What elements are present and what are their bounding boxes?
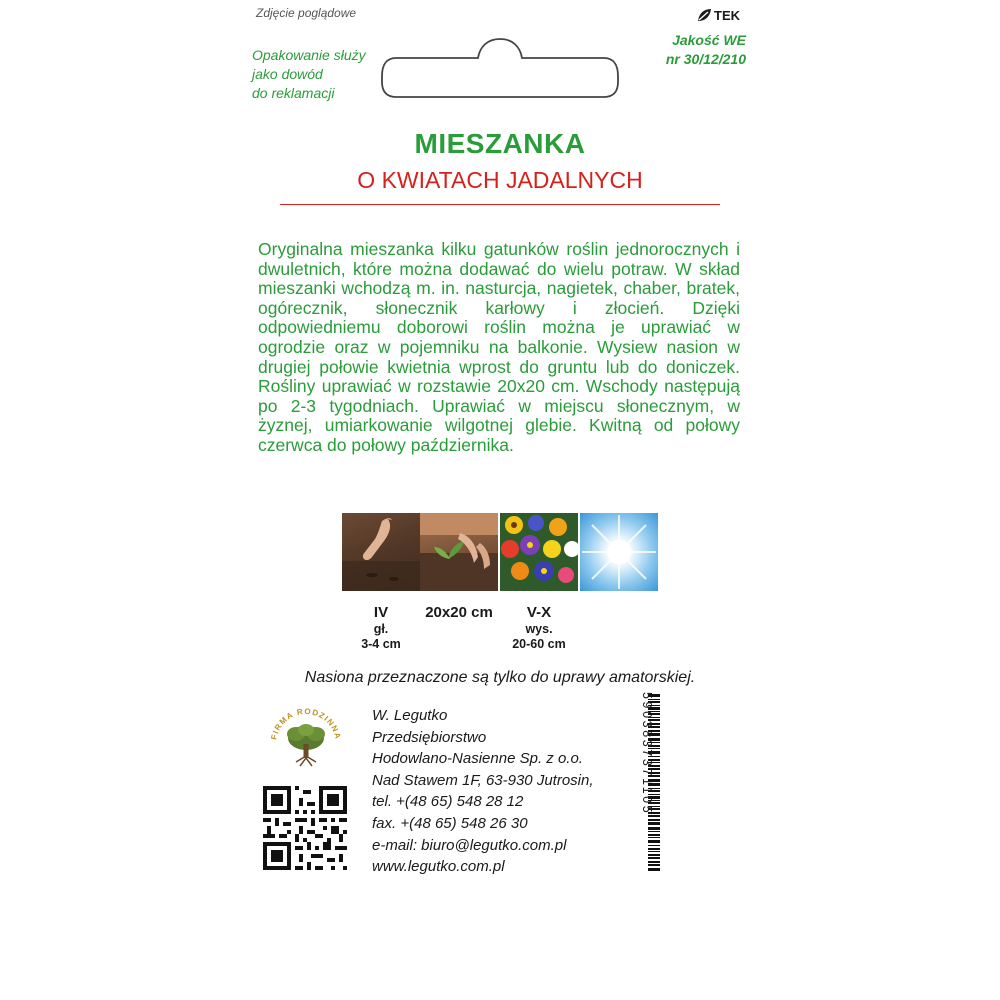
complaint-line: Opakowanie służy bbox=[252, 47, 366, 63]
company-fax: fax. +(48 65) 548 26 30 bbox=[372, 814, 528, 832]
family-firm-logo bbox=[266, 700, 346, 772]
company-address: Nad Stawem 1F, 63-930 Jutrosin, bbox=[372, 771, 594, 789]
company-website: www.legutko.com.pl bbox=[372, 858, 505, 876]
title-divider bbox=[280, 204, 720, 205]
complaint-line: jako dowód bbox=[252, 66, 323, 82]
qr-code bbox=[263, 786, 347, 870]
complaint-note bbox=[252, 46, 366, 103]
flowering-label bbox=[500, 604, 578, 652]
tree-icon bbox=[287, 724, 325, 766]
barcode-number: 5903837371105 bbox=[640, 692, 654, 816]
sowing-month: IV bbox=[373, 604, 389, 621]
depth-label: gł. bbox=[373, 622, 389, 636]
hanger-slot bbox=[380, 36, 620, 102]
planting-photo bbox=[420, 513, 498, 591]
height-label: wys. bbox=[525, 622, 553, 636]
flower-bouquet-icon bbox=[500, 513, 578, 591]
seedling-icon bbox=[420, 513, 498, 591]
quality-number: nr 30/12/210 bbox=[665, 51, 746, 67]
leaf-icon bbox=[696, 7, 712, 23]
sun-photo bbox=[580, 513, 658, 591]
brand-name: TEK bbox=[714, 7, 740, 23]
sowing-label bbox=[342, 604, 420, 652]
company-type: Przedsiębiorstwo bbox=[372, 728, 487, 746]
sowing-photo bbox=[342, 513, 420, 591]
company-name: W. Legutko bbox=[372, 707, 448, 724]
sun-icon bbox=[580, 513, 658, 591]
depth-value: 3-4 cm bbox=[361, 637, 401, 651]
spacing-value: 20x20 cm bbox=[425, 604, 493, 621]
height-value: 20-60 cm bbox=[512, 637, 566, 651]
firm-logo-text: FIRMA RODZINNA bbox=[269, 706, 343, 741]
quality-line: Jakość WE bbox=[672, 32, 746, 48]
spacing-label bbox=[418, 604, 500, 622]
company-phone: tel. +(48 65) 548 28 12 bbox=[372, 793, 524, 811]
company-legal-name: Hodowlano-Nasienne Sp. z o.o. bbox=[372, 750, 583, 768]
amateur-notice: Nasiona przeznaczone są tylko do uprawy amatorskiej. bbox=[304, 669, 696, 686]
preview-note: Zdjęcie poglądowe bbox=[256, 6, 357, 20]
company-email: e-mail: biuro@legutko.com.pl bbox=[372, 836, 567, 854]
barcode-digits-vertical bbox=[640, 692, 660, 874]
product-description: Oryginalna mieszanka kilku gatunków roślin jednorocznych i dwuletnich, które można dodawać do wielu potraw. W skład mieszanki wchodzą m. in. nasturcja, nagietek, chaber, bratek, ogórecznik, słonecznik karłowy i złocień. Dzięki odpowiedniemu doborowi roślin można je uprawiać w ogrodzie oraz w pojemniku na balkonie. Wysiew nasion w drugiej połowie kwietnia wprost do gruntu lub do doniczek. Rośliny uprawiać w rozstawie 20x20 cm. Wschody następują po 2-3 tygodniach. Uprawiać w miejscu słonecznym, w żyznej, umiarkowanie wilgotnej glebie. Kwitną od połowy czerwca do połowy października. bbox=[258, 239, 740, 455]
brand-logo bbox=[696, 6, 740, 24]
quality-note bbox=[666, 31, 746, 69]
flowers-photo bbox=[500, 513, 578, 591]
company-info bbox=[372, 705, 594, 878]
hand-sowing-icon bbox=[342, 513, 420, 591]
product-subtitle: O KWIATACH JADALNYCH bbox=[357, 167, 643, 193]
flowering-months: V-X bbox=[526, 604, 552, 621]
complaint-line: do reklamacji bbox=[252, 85, 335, 101]
product-title: MIESZANKA bbox=[414, 128, 586, 159]
